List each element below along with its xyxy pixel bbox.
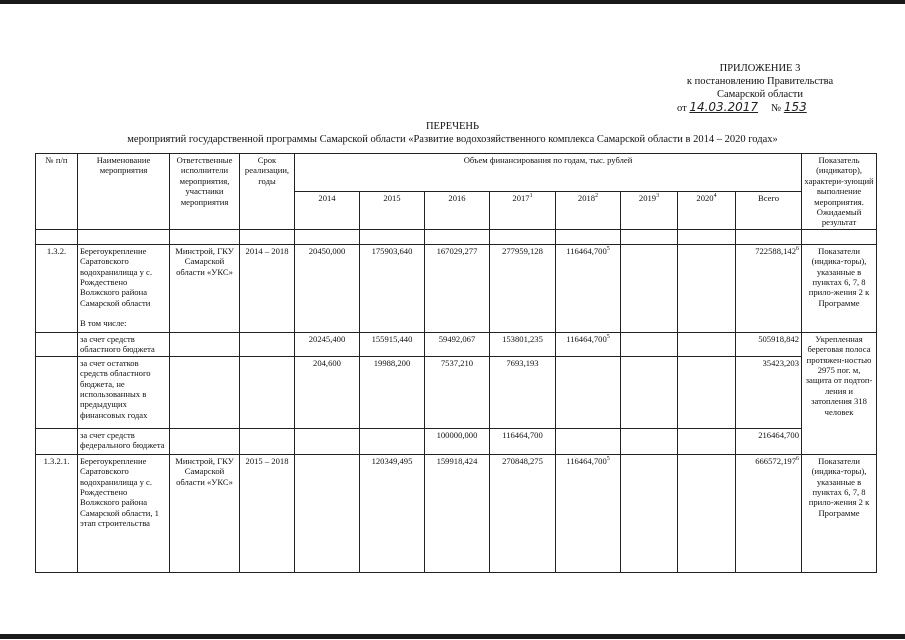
cell-2018: 116464,700$^5$ (556, 332, 621, 356)
table-row (36, 244, 877, 332)
row-number: 1.3.2. (36, 244, 78, 332)
row-indicator: Показатели (индика-торы), указанные в пунктах 6, 7, 8 прило-жения 2 к Программе (802, 244, 877, 332)
handwritten-date: 14.03.2017 (689, 100, 759, 114)
cell-2019 (621, 244, 678, 332)
cell-total: 216464,700 (736, 428, 802, 454)
cell-2018 (556, 356, 621, 428)
row-period: 2014 – 2018 (240, 244, 295, 332)
table-row (36, 332, 877, 356)
date-prefix: от (677, 103, 687, 114)
header-number: № п/п (36, 154, 78, 230)
row-number: 1.3.2.1. (36, 454, 78, 572)
cell-2014: 20245,400 (295, 332, 360, 356)
cell-2019 (621, 428, 678, 454)
year-2014: 2014 (295, 191, 360, 229)
empty-cell (36, 428, 78, 454)
row-indicator: Показатели (индика-торы), указанные в пунктах 6, 7, 8 прило-жения 2 к Программе (802, 454, 877, 572)
year-2020: 2020$^4$ (678, 191, 736, 229)
cell-2019 (621, 332, 678, 356)
cell-2017: 270848,275 (490, 454, 556, 572)
cell-2015: 155915,440 (360, 332, 425, 356)
empty-cell (240, 356, 295, 428)
header-name: Наименование мероприятия (78, 154, 170, 230)
title-heading: ПЕРЕЧЕНЬ (425, 121, 480, 132)
row-name: за счет остатков средств областного бюджета, не использованных в предыдущих финансовых годах (78, 356, 170, 428)
header-period: Срок реализации, годы (240, 154, 295, 230)
empty-cell (36, 332, 78, 356)
header-indicator: Показатель (индикатор), характери-зующий выполнение мероприятия. Ожидаемый результат (802, 154, 877, 230)
empty-cell (240, 332, 295, 356)
cell-2017: 116464,700 (490, 428, 556, 454)
cell-2020 (678, 428, 736, 454)
empty-cell (36, 356, 78, 428)
cell-2016: 7537,210 (425, 356, 490, 428)
cell-2020 (678, 332, 736, 356)
scan-bottom-border (0, 634, 905, 639)
cell-2016: 100000,000 (425, 428, 490, 454)
cell-2014 (295, 428, 360, 454)
table-header-row (36, 154, 877, 192)
handwritten-number: 153 (783, 100, 807, 114)
cell-2018: 116464,700$^5$ (556, 244, 621, 332)
year-2017: 2017$^1$ (490, 191, 556, 229)
appendix-block (655, 62, 865, 115)
cell-2019 (621, 454, 678, 572)
cell-2020 (678, 454, 736, 572)
cell-2015 (360, 428, 425, 454)
appendix-decree: к постановлению Правительства (686, 76, 834, 87)
header-funding: Объем финансирования по годам, тыс. рублей (295, 154, 802, 192)
cell-total: 505918,842 (736, 332, 802, 356)
cell-2016: 167029,277 (425, 244, 490, 332)
empty-cell (170, 332, 240, 356)
header-spacer-row (36, 229, 877, 244)
measures-table (35, 153, 877, 573)
cell-2016: 59492,067 (425, 332, 490, 356)
row-name: за счет средств областного бюджета (78, 332, 170, 356)
year-2015: 2015 (360, 191, 425, 229)
empty-cell (170, 428, 240, 454)
cell-total: 666572,197$^6$ (736, 454, 802, 572)
cell-2015: 175903,640 (360, 244, 425, 332)
merged-result: Укрепленная береговая полоса протяжен-ностью 2975 пог. м, защита от подтоп-ления и затопления 318 человек (802, 332, 877, 454)
cell-2014 (295, 454, 360, 572)
row-executors: Минстрой, ГКУ Самарской области «УКС» (170, 454, 240, 572)
cell-2014: 204,600 (295, 356, 360, 428)
cell-2018 (556, 428, 621, 454)
appendix-region: Самарской области (717, 89, 803, 100)
scan-top-border (0, 0, 905, 4)
cell-2018: 116464,700$^5$ (556, 454, 621, 572)
decree-date-number (655, 101, 865, 115)
cell-2020 (678, 356, 736, 428)
year-2016: 2016 (425, 191, 490, 229)
row-name: за счет средств федерального бюджета (78, 428, 170, 454)
row-executors: Минстрой, ГКУ Самарской области «УКС» (170, 244, 240, 332)
appendix-title: ПРИЛОЖЕНИЕ 3 (719, 63, 801, 74)
cell-2017: 153801,235 (490, 332, 556, 356)
year-2018: 2018$^2$ (556, 191, 621, 229)
cell-2015: 120349,495 (360, 454, 425, 572)
cell-total: 722588,142$^6$ (736, 244, 802, 332)
number-prefix: № (771, 103, 782, 114)
cell-total: 35423,203 (736, 356, 802, 428)
year-2019: 2019$^3$ (621, 191, 678, 229)
header-executors: Ответственные исполнители мероприятия, участники мероприятия (170, 154, 240, 230)
row-name-extra: В том числе: (80, 318, 127, 329)
table-row (36, 356, 877, 428)
title-subheading: мероприятий государственной программы Самарской области «Развитие водохозяйственного комплекса Самарской области в 2014 – 2020 годах» (127, 134, 778, 145)
row-period: 2015 – 2018 (240, 454, 295, 572)
table-row (36, 428, 877, 454)
row-name: Берегоукрепление Саратовского водохранилища у с. Рождествено Волжского района Самарской области В том числе: (78, 244, 170, 332)
year-total: Всего (736, 191, 802, 229)
cell-2016: 159918,424 (425, 454, 490, 572)
cell-2015: 19988,200 (360, 356, 425, 428)
cell-2014: 20450,000 (295, 244, 360, 332)
row-name: Берегоукрепление Саратовского водохранилища у с. Рождествено Волжского района Самарской области, 1 этап строительства (78, 454, 170, 572)
cell-2019 (621, 356, 678, 428)
cell-2017: 7693,193 (490, 356, 556, 428)
document-title (0, 120, 905, 146)
empty-cell (240, 428, 295, 454)
empty-cell (170, 356, 240, 428)
cell-2017: 277959,128 (490, 244, 556, 332)
table-row (36, 454, 877, 572)
cell-2020 (678, 244, 736, 332)
